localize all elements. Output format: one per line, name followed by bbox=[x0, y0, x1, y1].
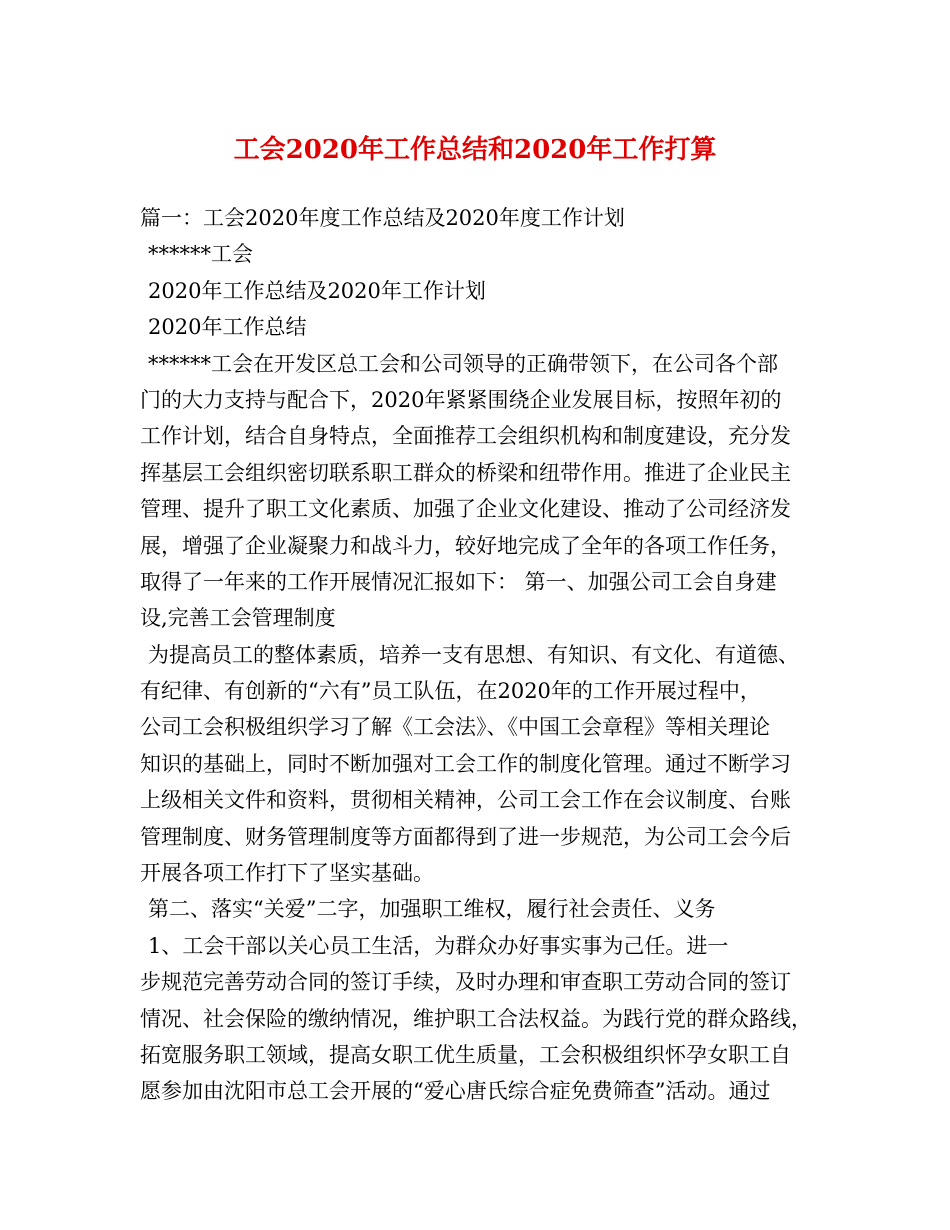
body-line: 取得了一年来的工作开展情况汇报如下： 第一、加强公司工会自身建 bbox=[140, 569, 777, 594]
document-body bbox=[140, 200, 830, 1110]
body-line: 为提高员工的整体素质，培养一支有思想、有知识、有文化、有道德、 bbox=[148, 642, 799, 667]
document-title: 工会2020年工作总结和2020年工作打算 bbox=[233, 135, 717, 165]
body-line: 第二、落实“关爱”二字，加强职工维权，履行社会责任、义务 bbox=[148, 897, 716, 922]
body-line: 门的大力支持与配合下，2020年紧紧围绕企业发展目标，按照年初的 bbox=[140, 387, 782, 412]
body-line: 公司工会积极组织学习了解《工会法》、《中国工会章程》等相关理论 bbox=[140, 715, 770, 740]
body-line: 拓宽服务职工领域，提高女职工优生质量，工会积极组织怀孕女职工自 bbox=[140, 1042, 791, 1067]
body-line: 开展各项工作打下了坚实基础。 bbox=[140, 861, 434, 886]
body-line: 步规范完善劳动合同的签订手续，及时办理和审查职工劳动合同的签订 bbox=[140, 970, 791, 995]
body-line: 愿参加由沈阳市总工会开展的“爱心唐氏综合症免费筛查”活动。通过 bbox=[140, 1079, 771, 1104]
body-line: 上级相关文件和资料，贯彻相关精神，公司工会工作在会议制度、台账 bbox=[140, 788, 791, 813]
body-line: 挥基层工会组织密切联系职工群众的桥梁和纽带作用。推进了企业民主 bbox=[140, 460, 791, 485]
body-line: 管理制度、财务管理制度等方面都得到了进一步规范，为公司工会今后 bbox=[140, 824, 791, 849]
body-line: 有纪律、有创新的“六有”员工队伍，在2020年的工作开展过程中， bbox=[140, 679, 761, 704]
body-line: 设,完善工会管理制度 bbox=[140, 606, 336, 631]
body-line: ******工会在开发区总工会和公司领导的正确带领下，在公司各个部 bbox=[148, 351, 778, 376]
body-line: 管理、提升了职工文化素质、加强了企业文化建设、推动了公司经济发 bbox=[140, 497, 791, 522]
body-line: 情况、社会保险的缴纳情况，维护职工合法权益。为践行党的群众路线， bbox=[140, 1006, 812, 1031]
body-line: 展，增强了企业凝聚力和战斗力，较好地完成了全年的各项工作任务， bbox=[140, 533, 791, 558]
body-line: 知识的基础上，同时不断加强对工会工作的制度化管理。通过不断学习 bbox=[140, 751, 791, 776]
body-line: 2020年工作总结及2020年工作计划 bbox=[148, 278, 486, 303]
body-line: ******工会 bbox=[148, 242, 253, 267]
body-line: 篇一：工会2020年度工作总结及2020年度工作计划 bbox=[140, 206, 625, 230]
body-line: 工作计划，结合自身特点，全面推荐工会组织机构和制度建设，充分发 bbox=[140, 424, 791, 449]
body-line: 1、工会干部以关心员工生活，为群众办好事实事为己任。进一 bbox=[148, 933, 729, 958]
body-line: 2020年工作总结 bbox=[148, 315, 307, 340]
